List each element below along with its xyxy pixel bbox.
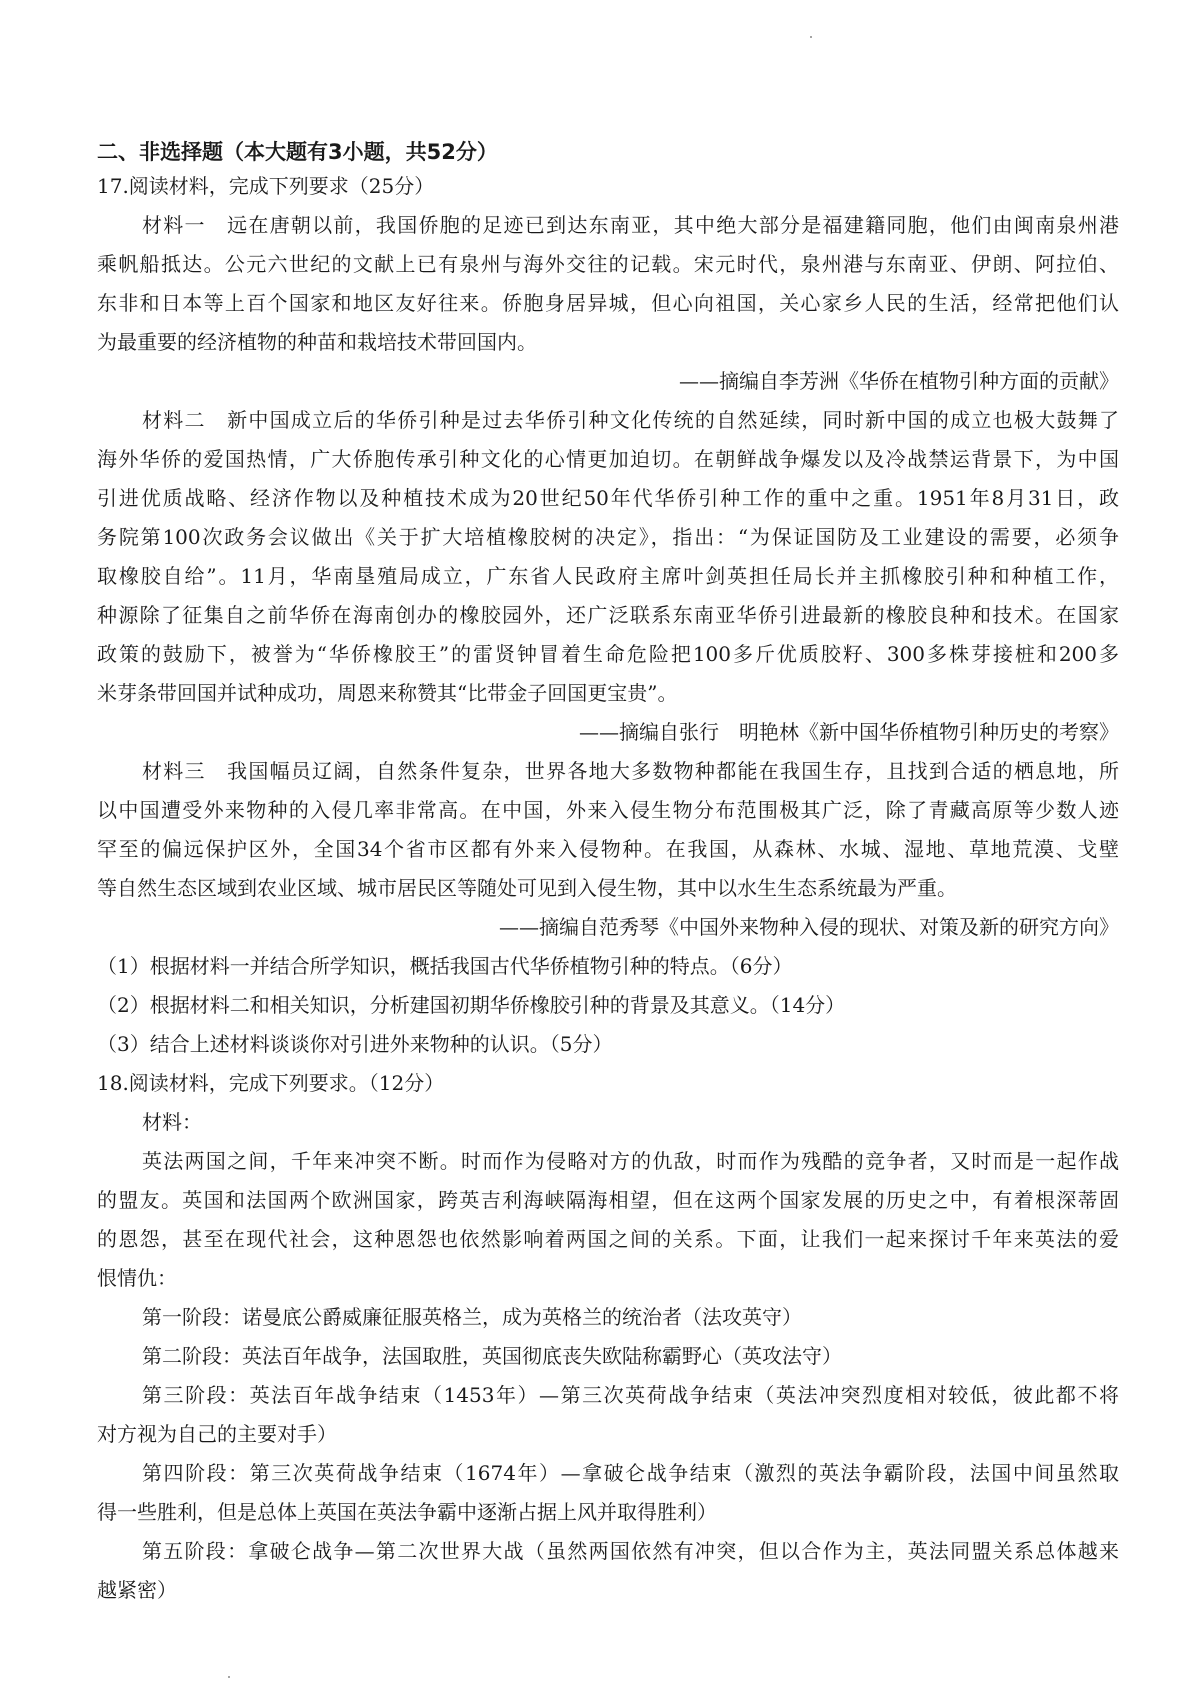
stage-5-line: 第五阶段：拿破仑战争—第二次世界大战（虽然两国依然有冲突，但以合作为主，英法同盟关系总体越来 (142, 1539, 1119, 1563)
stage-2: 第二阶段：英法百年战争，法国取胜，英国彻底丧失欧陆称霸野心（英攻法守） (142, 1344, 842, 1368)
section-heading: 二、非选择题（本大题有3小题，共52分） (97, 140, 498, 164)
material-3-line: 材料三 我国幅员辽阔，自然条件复杂，世界各地大多数物种都能在我国生存，且找到合适的栖息地，所 (142, 759, 1119, 783)
material-3-source: ——摘编自范秀琴《中国外来物种入侵的现状、对策及新的研究方向》 (499, 915, 1119, 939)
material-2-line: 引进优质战略、经济作物以及种植技术成为20世纪50年代华侨引种工作的重中之重。1951年8月31日，政 (97, 486, 1119, 510)
scan-speck (810, 36, 812, 38)
material-2-line: 种源除了征集自之前华侨在海南创办的橡胶园外，还广泛联系东南亚华侨引进最新的橡胶良种和技术。在国家 (97, 603, 1119, 627)
question-17-title: 17.阅读材料，完成下列要求（25分） (97, 174, 435, 198)
material-1-line: 东非和日本等上百个国家和地区友好往来。侨胞身居异城，但心向祖国，关心家乡人民的生活，经常把他们认 (97, 291, 1119, 315)
material-2-line: 取橡胶自给”。11月，华南垦殖局成立，广东省人民政府主席叶剑英担任局长并主抓橡胶引种和种植工作， (97, 564, 1119, 588)
material-1-line: 乘帆船抵达。公元六世纪的文献上已有泉州与海外交往的记载。宋元时代，泉州港与东南亚、伊朗、阿拉伯、 (97, 252, 1119, 276)
material-3-line: 以中国遭受外来物种的入侵几率非常高。在中国，外来入侵生物分布范围极其广泛，除了青藏高原等少数人迹 (97, 798, 1119, 822)
material-1-source: ——摘编自李芳洲《华侨在植物引种方面的贡献》 (679, 369, 1119, 393)
stage-5-line: 越紧密） (97, 1578, 177, 1602)
material-2-line: 米芽条带回国并试种成功，周恩来称赞其“比带金子回国更宝贵”。 (97, 681, 678, 705)
material-2-line: 海外华侨的爱国热情，广大侨胞传承引种文化的心情更加迫切。在朝鲜战争爆发以及冷战禁运背景下，为中国 (97, 447, 1119, 471)
material-3-line: 等自然生态区域到农业区域、城市居民区等随处可见到入侵生物，其中以水生生态系统最为严重。 (97, 876, 957, 900)
material-label: 材料： (142, 1110, 202, 1134)
stage-1: 第一阶段：诺曼底公爵威廉征服英格兰，成为英格兰的统治者（法攻英守） (142, 1305, 802, 1329)
scan-speck (228, 1676, 230, 1678)
q18-intro-line: 的恩怨，甚至在现代社会，这种恩怨也依然影响着两国之间的关系。下面，让我们一起来探讨千年来英法的爱 (97, 1227, 1119, 1251)
sub-question-1: （1）根据材料一并结合所学知识，概括我国古代华侨植物引种的特点。（6分） (97, 954, 793, 978)
material-2-line: 政策的鼓励下，被誉为“华侨橡胶王”的雷贤钟冒着生命危险把100多斤优质胶籽、300多株芽接桩和200多 (97, 642, 1119, 666)
sub-question-3: （3）结合上述材料谈谈你对引进外来物种的认识。（5分） (97, 1032, 613, 1056)
stage-3-line: 第三阶段：英法百年战争结束（1453年）—第三次英荷战争结束（英法冲突烈度相对较低，彼此都不将 (142, 1383, 1119, 1407)
q18-intro-line: 恨情仇： (97, 1266, 177, 1290)
question-18-title: 18.阅读材料，完成下列要求。（12分） (97, 1071, 445, 1095)
material-2-line: 材料二 新中国成立后的华侨引种是过去华侨引种文化传统的自然延续，同时新中国的成立也极大鼓舞了 (142, 408, 1119, 432)
material-1-line: 材料一 远在唐朝以前，我国侨胞的足迹已到达东南亚，其中绝大部分是福建籍同胞，他们由闽南泉州港 (142, 213, 1119, 237)
q18-intro-line: 的盟友。英国和法国两个欧洲国家，跨英吉利海峡隔海相望，但在这两个国家发展的历史之中，有着根深蒂固 (97, 1188, 1119, 1212)
material-2-source: ——摘编自张行 明艳林《新中国华侨植物引种历史的考察》 (579, 720, 1119, 744)
sub-question-2: （2）根据材料二和相关知识，分析建国初期华侨橡胶引种的背景及其意义。（14分） (97, 993, 846, 1017)
stage-4-line: 第四阶段：第三次英荷战争结束（1674年）—拿破仑战争结束（激烈的英法争霸阶段，法国中间虽然取 (142, 1461, 1119, 1485)
stage-3-line: 对方视为自己的主要对手） (97, 1422, 337, 1446)
material-2-line: 务院第100次政务会议做出《关于扩大培植橡胶树的决定》，指出：“为保证国防及工业建设的需要，必须争 (97, 525, 1119, 549)
material-1-line: 为最重要的经济植物的种苗和栽培技术带回国内。 (97, 330, 537, 354)
q18-intro-line: 英法两国之间，千年来冲突不断。时而作为侵略对方的仇敌，时而作为残酷的竞争者，又时而是一起作战 (142, 1149, 1119, 1173)
material-3-line: 罕至的偏远保护区外，全国34个省市区都有外来入侵物种。在我国，从森林、水城、湿地、草地荒漠、戈壁 (97, 837, 1119, 861)
stage-4-line: 得一些胜利，但是总体上英国在英法争霸中逐渐占据上风并取得胜利） (97, 1500, 717, 1524)
